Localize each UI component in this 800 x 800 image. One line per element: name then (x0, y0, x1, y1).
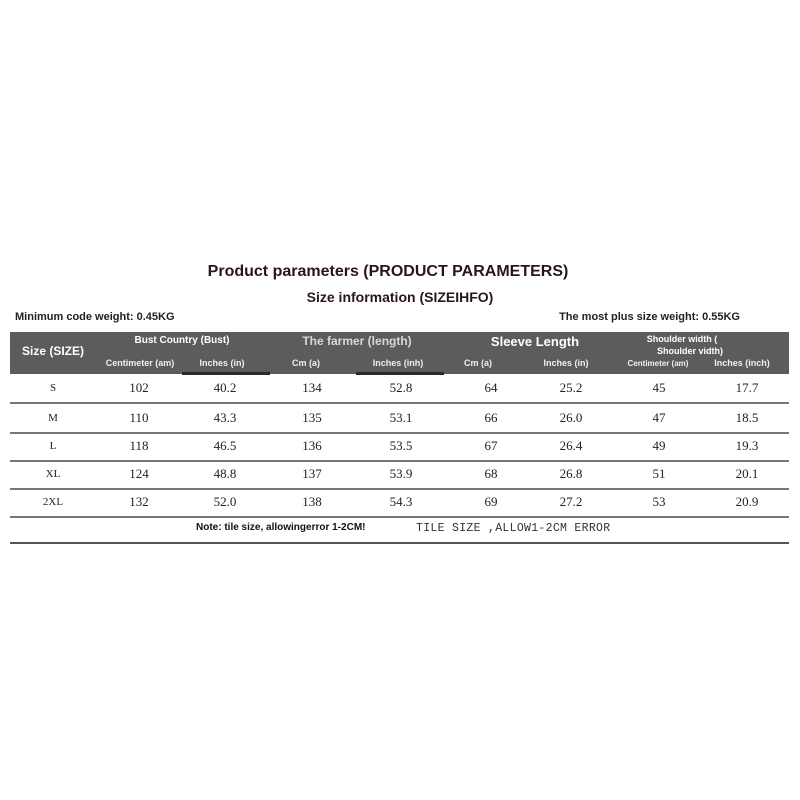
table-bottom-border (10, 542, 789, 544)
tolerance-note: Note: tile size, allowingerror 1-2CM! (196, 522, 366, 533)
shoulder-in-cell: 20.9 (735, 494, 759, 509)
shoulder-cm-cell: 47 (652, 410, 666, 425)
bust-in-cell: 48.8 (213, 466, 237, 481)
sleeve-cm-cell: 66 (484, 410, 498, 425)
sleeve-in-header: Inches (in) (543, 358, 589, 368)
bust-in-cell: 43.3 (213, 410, 237, 425)
shoulder-header-line2: Shoulder vidth) (657, 346, 723, 356)
sleeve-in-cell: 26.4 (559, 438, 583, 453)
size-table (10, 332, 789, 544)
length-in-cell: 52.8 (389, 380, 413, 395)
table-row (10, 460, 789, 490)
bust-cm-header: Centimeter (am) (105, 358, 175, 368)
length-in-header: Inches (inh) (372, 358, 424, 368)
shoulder-cm-cell: 45 (652, 380, 666, 395)
length-in-cell: 53.9 (389, 466, 413, 481)
table-row (10, 488, 789, 518)
sleeve-cm-cell: 64 (484, 380, 498, 395)
sleeve-header: Sleeve Length (490, 334, 580, 349)
table-header (10, 332, 789, 374)
size-cell: 2XL (42, 496, 64, 508)
table-row (10, 432, 789, 462)
bust-header: Bust Country (Bust) (134, 335, 230, 346)
shoulder-in-cell: 18.5 (735, 410, 759, 425)
max-weight-label: The most plus size weight: 0.55KG (559, 311, 740, 323)
bust-cm-cell: 102 (129, 380, 149, 395)
shoulder-in-cell: 19.3 (735, 438, 759, 453)
size-cell: S (49, 382, 57, 394)
sleeve-cm-cell: 69 (484, 494, 498, 509)
length-cm-header: Cm (a) (291, 358, 320, 368)
size-cell: M (48, 412, 58, 424)
length-in-cell: 53.1 (389, 410, 413, 425)
tolerance-note-en: TILE SIZE ,ALLOW1-2CM ERROR (416, 522, 611, 535)
shoulder-cm-cell: 53 (652, 494, 666, 509)
bust-in-cell: 46.5 (213, 438, 237, 453)
length-cm-cell: 138 (302, 494, 322, 509)
bust-in-header: Inches (in) (199, 358, 245, 368)
length-cm-cell: 137 (302, 466, 322, 481)
size-cell: XL (45, 468, 61, 480)
shoulder-cm-cell: 49 (652, 438, 666, 453)
bust-cm-cell: 110 (129, 410, 149, 425)
size-column-header: Size (SIZE) (21, 344, 84, 358)
shoulder-in-header: Inches (inch) (714, 358, 770, 368)
page-subtitle: Size information (SIZEIHFO) (306, 289, 494, 305)
length-header: The farmer (length) (302, 334, 412, 348)
length-in-cell: 53.5 (389, 438, 413, 453)
length-cm-cell: 136 (302, 438, 322, 453)
table-row (10, 374, 789, 404)
bust-cm-cell: 132 (129, 494, 149, 509)
sleeve-in-cell: 27.2 (559, 494, 583, 509)
sleeve-in-cell: 26.8 (559, 466, 583, 481)
shoulder-cm-cell: 51 (652, 466, 666, 481)
page-title: Product parameters (PRODUCT PARAMETERS) (207, 263, 569, 280)
bust-cm-cell: 118 (129, 438, 149, 453)
bust-in-cell: 40.2 (213, 380, 237, 395)
sleeve-cm-cell: 68 (484, 466, 498, 481)
shoulder-header-line1: Shoulder width ( (646, 334, 718, 344)
sleeve-in-cell: 25.2 (559, 380, 583, 395)
bust-cm-cell: 124 (129, 466, 149, 481)
length-cm-cell: 135 (302, 410, 322, 425)
length-cm-cell: 134 (302, 380, 322, 395)
bust-in-cell: 52.0 (213, 494, 237, 509)
shoulder-in-cell: 17.7 (735, 380, 759, 395)
table-row (10, 404, 789, 434)
length-in-cell: 54.3 (389, 494, 413, 509)
size-cell: L (49, 440, 57, 452)
sleeve-cm-cell: 67 (484, 438, 498, 453)
min-weight-label: Minimum code weight: 0.45KG (15, 311, 175, 323)
shoulder-in-cell: 20.1 (735, 466, 759, 481)
sleeve-in-cell: 26.0 (559, 410, 583, 425)
sleeve-cm-header: Cm (a) (463, 358, 492, 368)
shoulder-cm-header: Centimeter (am) (627, 359, 689, 368)
